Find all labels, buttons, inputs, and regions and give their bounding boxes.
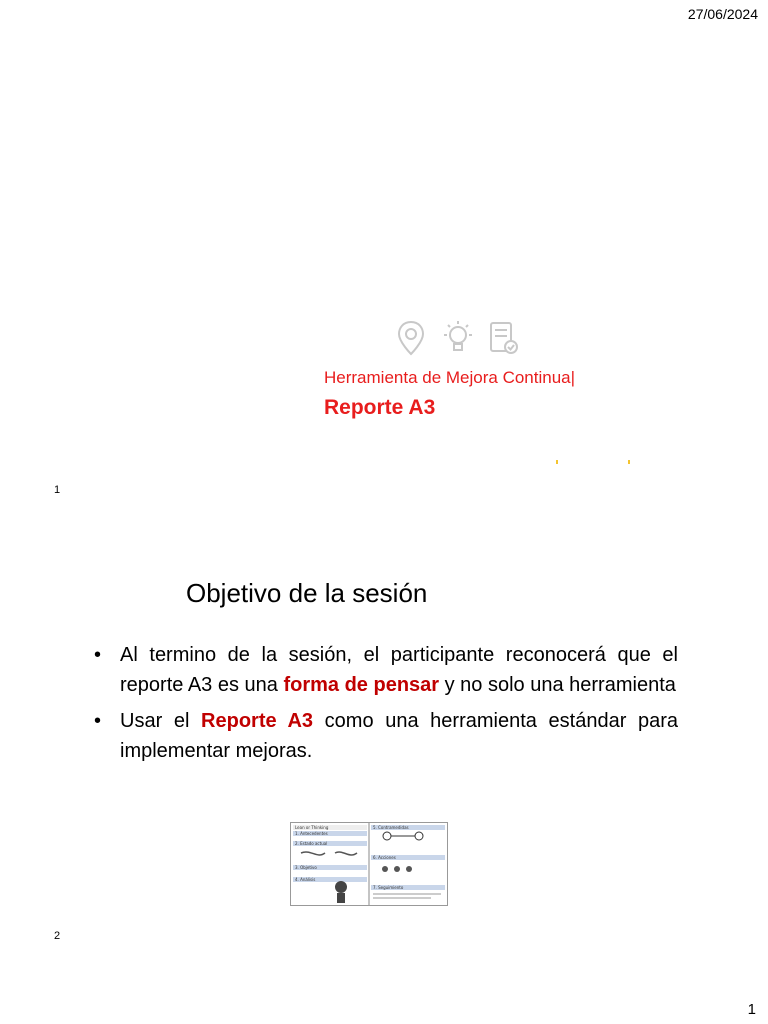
highlight-text: Reporte A3: [201, 710, 314, 732]
highlight-text: forma de pensar: [283, 674, 440, 696]
a3-report-illustration: [291, 823, 447, 905]
decorative-dot: [628, 460, 630, 464]
page-number: 1: [747, 1001, 756, 1018]
thumb-label: 4. Análisis: [295, 877, 316, 882]
slide1-number: 1: [54, 484, 61, 496]
slide1-title: Reporte A3: [324, 396, 436, 419]
slide2-bullet-list: [88, 640, 678, 772]
thumb-label: 2. Estado actual: [295, 841, 328, 846]
lightbulb-icon: [440, 320, 476, 356]
slide1-icon-row: [396, 320, 524, 360]
bullet-text: como una herramienta estándar para implementar mejoras.: [120, 710, 678, 762]
thumb-label: 3. Objetivo: [295, 865, 317, 870]
slide2-heading: Objetivo de la sesión: [186, 578, 428, 608]
slide1-subtitle: Herramienta de Mejora Continua|: [324, 368, 576, 387]
bullet-text: y no solo una herramienta: [439, 674, 676, 696]
thumb-label: 6. Acciones: [373, 855, 396, 860]
bullet-text: Usar el: [120, 710, 202, 732]
print-date: 27/06/2024: [687, 6, 758, 22]
document-check-icon: [488, 320, 520, 356]
thumb-label: 5. Contramedidas: [373, 825, 409, 830]
thumb-label: 7. Seguimiento: [373, 885, 404, 890]
bullet-item: [88, 640, 678, 700]
a3-report-thumbnail: [290, 822, 448, 906]
slide2-number: 2: [54, 930, 61, 942]
bullet-item: [88, 706, 678, 766]
thumb-label: 1. Antecedentes: [295, 831, 328, 836]
decorative-dot: [556, 460, 558, 464]
thumb-label: Lean or Thinking: [295, 825, 329, 830]
bullet-text: Al termino de la sesión, el participante reconocerá que el reporte A3 es una: [120, 644, 678, 696]
location-pin-icon: [396, 320, 426, 356]
